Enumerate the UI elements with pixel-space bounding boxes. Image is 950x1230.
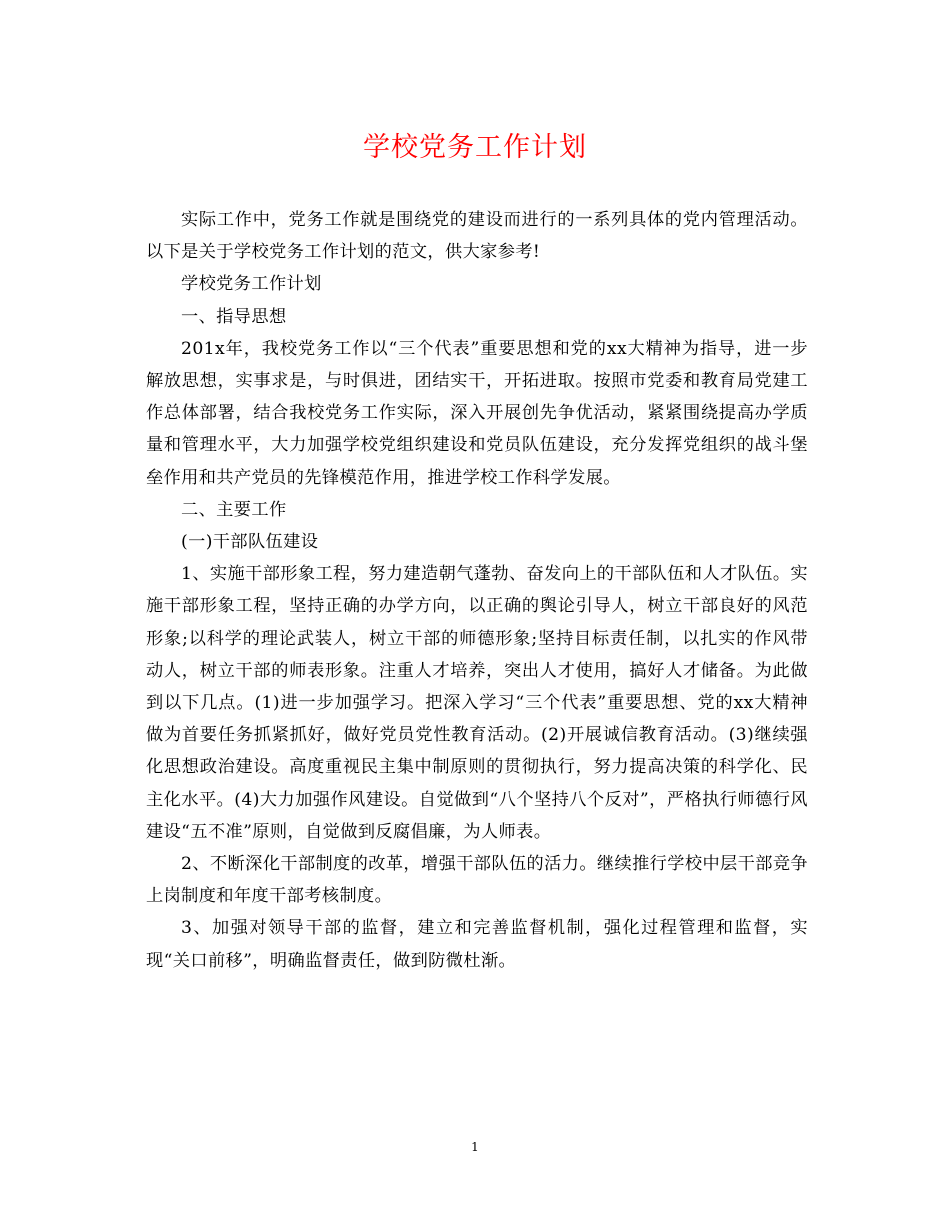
- item-3-paragraph: 3、加强对领导干部的监督，建立和完善监督机制，强化过程管理和监督，实现“关口前移”，明确监督责任，做到防微杜渐。: [146, 918, 808, 971]
- document-body: [146, 204, 808, 977]
- section-heading-guiding-thought: 一、指导思想: [181, 306, 287, 327]
- document-title: 学校党务工作计划: [363, 132, 587, 163]
- guiding-thought-paragraph: 201x年，我校党务工作以“三个代表”重要思想和党的xx大精神为指导，进一步解放思想，实事求是，与时俱进，团结实干，开拓进取。按照市党委和教育局党建工作总体部署，结合我校党务工作实际，深入开展创先争优活动，紧紧围绕提高办学质量和管理水平，大力加强学校党组织建设和党员队伍建设，充分发挥党组织的战斗堡垒作用和共产党员的先锋模范作用，推进学校工作科学发展。: [146, 338, 808, 488]
- item-2-paragraph: 2、不断深化干部制度的改革，增强干部队伍的活力。继续推行学校中层干部竞争上岗制度和年度干部考核制度。: [146, 854, 808, 907]
- section-heading-main-work: 二、主要工作: [181, 499, 287, 520]
- subtitle-paragraph: 学校党务工作计划: [181, 274, 322, 295]
- item-1-paragraph: 1、实施干部形象工程，努力建造朝气蓬勃、奋发向上的干部队伍和人才队伍。实施干部形象工程，坚持正确的办学方向，以正确的舆论引导人，树立干部良好的风范形象;以科学的理论武装人，树立干部的师德形象;坚持目标责任制，以扎实的作风带动人，树立干部的师表形象。注重人才培养，突出人才使用，搞好人才储备。为此做到以下几点。(1)进一步加强学习。把深入学习“三个代表”重要思想、党的xx大精神做为首要任务抓紧抓好，做好党员党性教育活动。(2)开展诚信教育活动。(3)继续强化思想政治建设。高度重视民主集中制原则的贯彻执行，努力提高决策的科学化、民主化水平。(4)大力加强作风建设。自觉做到“八个坚持八个反对”，严格执行师德行风建设“五不准”原则，自觉做到反腐倡廉，为人师表。: [146, 564, 808, 842]
- subsection-heading-cadre-team: (一)干部队伍建设: [181, 532, 319, 553]
- intro-paragraph: 实际工作中，党务工作就是围绕党的建设而进行的一系列具体的党内管理活动。以下是关于学校党务工作计划的范文，供大家参考!: [146, 210, 808, 263]
- page-number: 1: [471, 1140, 479, 1154]
